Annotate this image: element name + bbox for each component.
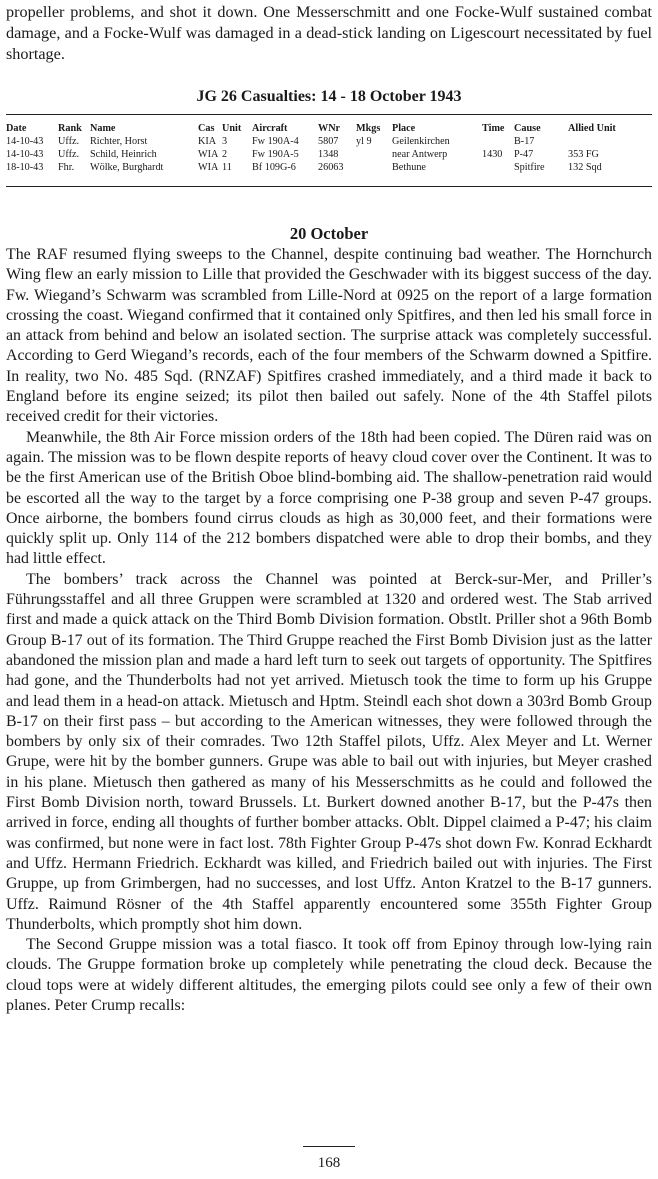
col-header-cause: Cause <box>514 123 541 134</box>
paragraph: The Second Gruppe mission was a total fiasco. It took off from Epinoy through low-lying rain clouds. The Gruppe formation broke up completely while penetrating the cloud deck. Because the cloud tops were at widely different altitudes, the emerging pilots could see only a few of their own planes. Peter Crump recalls: <box>6 936 652 1014</box>
cell-date: 18-10-43 <box>6 162 44 173</box>
cell-aircraft: Fw 190A-4 <box>252 136 299 147</box>
col-header-time: Time <box>482 123 505 134</box>
cell-name: Wölke, Burghardt <box>90 162 164 173</box>
paragraph: Meanwhile, the 8th Air Force mission orders of the 18th had been copied. The Düren raid was on again. The mission was to be flown despite reports of heavy cloud cover over the Continent. It was to be the first American use of the British Oboe blind-bombing aid. The shallow-penetration raid would be escorted all the way to the target by a force comprising one P-38 group and seven P-47 groups. Once airborne, the bombers found cirrus clouds as high as 30,000 feet, and their formations were quickly split up. Only 114 of the 212 bombers dispatched were able to drop their bombs, and they had little effect. <box>6 428 652 568</box>
cell-date: 14-10-43 <box>6 149 44 160</box>
col-header-wnr: WNr <box>318 123 341 134</box>
col-header-rank: Rank <box>58 123 82 134</box>
cell-unit: 11 <box>222 162 232 173</box>
cell-aircraft: Fw 190A-5 <box>252 149 299 160</box>
cell-rank: Uffz. <box>58 136 80 147</box>
col-header-aircraft: Aircraft <box>252 123 288 134</box>
table-title: JG 26 Casualties: 14 - 18 October 1943 <box>196 88 462 105</box>
col-header-unit: Unit <box>222 123 242 134</box>
cell-time: 1430 <box>482 149 503 160</box>
col-header-allied-unit: Allied Unit <box>568 123 616 134</box>
cell-cas: KIA <box>198 136 217 147</box>
intro-paragraph: propeller problems, and shot it down. One Messerschmitt and one Focke-Wulf sustained combat damage, and a Focke-Wulf was damaged in a dead-stick landing on Ligescourt necessitated by fuel shortage. <box>6 3 652 63</box>
col-header-cas: Cas <box>198 123 215 134</box>
cell-name: Richter, Horst <box>90 136 148 147</box>
cell-cas: WIA <box>198 149 219 160</box>
cell-rank: Uffz. <box>58 149 80 160</box>
table-row <box>6 161 652 174</box>
cell-cause: Spitfire <box>514 162 545 173</box>
cell-place: Geilenkirchen <box>392 136 450 147</box>
cell-wnr: 26063 <box>318 162 344 173</box>
cell-place: near Antwerp <box>392 149 448 160</box>
cell-cause: B-17 <box>514 136 535 147</box>
col-header-date: Date <box>6 123 27 134</box>
cell-wnr: 5807 <box>318 136 339 147</box>
cell-unit: 2 <box>222 149 228 160</box>
cell-cas: WIA <box>198 162 219 173</box>
col-header-place: Place <box>392 123 416 134</box>
table-row <box>6 148 652 161</box>
paragraph: The RAF resumed flying sweeps to the Channel, despite continuing bad weather. The Hornchurch Wing flew an early mission to Lille that provided the Geschwader with its biggest success of the day. Fw. Wiegand’s Schwarm was scrambled from Lille-Nord at 0925 on the report of a large formation crossing the coast. Wiegand confirmed that it contained only Spitfires, and then led his small force in an attack from behind and below an isolated section. The surprise attack was completely successful. According to Gerd Wiegand’s records, each of the four members of the Schwarm downed a Spitfire. In reality, two No. 485 Sqd. (RNZAF) Spitfires crashed immediately, and a third made it back to England before its engine seized; its pilot then bailed out safely. None of the 4th Staffel pilots received credit for their victories. <box>6 246 652 426</box>
cell-time <box>482 135 514 148</box>
col-header-name: Name <box>90 123 116 134</box>
paragraph: The bombers’ track across the Channel was pointed at Berck-sur-Mer, and Priller’s Führungsstaffel and all three Gruppen were scrambled at 1320 and ordered west. The Stab arrived first and made a quick attack on the Third Bomb Division formation. Obstlt. Priller shot a 96th Bomb Group B-17 out of its formation. The Third Gruppe reached the First Bomb Division just as the latter abandoned the mission plan and made a hard left turn to seek out targets of opportunity. The Spitfires had gone, and the Thunderbolts had not yet arrived. Mietusch took the time to form up his Gruppe and lead them in a head-on attack. Mietusch and Hptm. Steindl each shot down a 303rd Bomb Group B-17 on their first pass – but according to the American witnesses, they were followed through the bombers by only six of their comrades. Two 12th Staffel pilots, Uffz. Alex Meyer and Lt. Werner Grupe, were hit by the bomber gunners. Grupe was able to bail out with injuries, but Meyer crashed in his plane. Mietusch then gathered as many of his Messerschmitts as he could and followed the First Bomb Division north, toward Brussels. Lt. Burkert downed another B-17, but the P-47s then arrived in force, ending all thoughts of further bomber attacks. Oblt. Dippel claimed a P-47; his claim was confirmed, but none were in fact lost. 78th Fighter Group P-47s shot down Fw. Konrad Eckhardt and Uffz. Hermann Friedrich. Eckhardt was killed, and Friedrich bailed out with injuries. The First Gruppe, up from Grimbergen, had no successes, and lost Uffz. Anton Kratzel to the B-17 gunners. Uffz. Raimund Rösner of the 4th Staffel apparently encountered some 355th Fighter Group Thunderbolts, which promptly shot him down. <box>6 570 652 933</box>
cell-cause: P-47 <box>514 149 534 160</box>
cell-allied-unit: 353 FG <box>568 149 599 160</box>
cell-mkgs <box>356 161 392 174</box>
table-row <box>6 135 652 148</box>
table-header-row <box>6 122 652 135</box>
table-top-rule <box>6 114 652 115</box>
cell-place: Bethune <box>392 162 426 173</box>
cell-mkgs <box>356 148 392 161</box>
footer-rule <box>303 1146 355 1147</box>
cell-rank: Fhr. <box>58 162 75 173</box>
col-header-mkgs: Mkgs <box>356 123 381 134</box>
cell-date: 14-10-43 <box>6 136 44 147</box>
cell-name: Schild, Heinrich <box>90 149 157 160</box>
page-number: 168 <box>317 1155 341 1171</box>
cell-mkgs: yl 9 <box>356 136 372 147</box>
cell-wnr: 1348 <box>318 149 339 160</box>
casualties-table <box>6 122 652 174</box>
cell-aircraft: Bf 109G-6 <box>252 162 296 173</box>
cell-allied-unit <box>568 135 652 148</box>
cell-time <box>482 161 514 174</box>
table-bottom-rule <box>6 186 652 187</box>
body-text <box>6 245 652 1016</box>
section-heading: 20 October <box>289 224 369 243</box>
cell-unit: 3 <box>222 136 228 147</box>
cell-allied-unit: 132 Sqd <box>568 162 602 173</box>
